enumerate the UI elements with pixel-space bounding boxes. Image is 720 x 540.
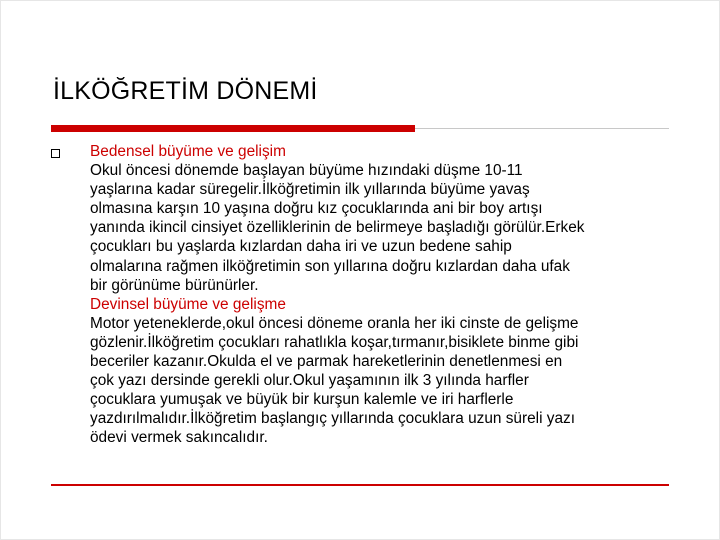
paragraph-line: çocukları bu yaşlarda kızlardan daha iri ve uzun bedene sahip xyxy=(90,238,512,256)
section-heading-motor: Devinsel büyüme ve gelişme xyxy=(90,295,286,313)
paragraph-line: ödevi vermek sakıncalıdır. xyxy=(90,429,268,447)
square-bullet-icon xyxy=(51,149,60,158)
paragraph-line: olmalarına rağmen ilköğretimin son yıllarına doğru kızlardan daha ufak xyxy=(90,257,570,275)
section-heading-physical: Bedensel büyüme ve gelişim xyxy=(90,143,286,160)
paragraph-line: yaşlarına kadar süregelir.İlköğretimin ilk yıllarında büyüme yavaş xyxy=(90,181,530,199)
paragraph-line: gözlenir.İlköğretim çocukları rahatlıkla koşar,tırmanır,bisiklete binme gibi xyxy=(90,333,579,351)
body-text xyxy=(90,142,680,448)
title-underline xyxy=(51,125,415,132)
paragraph-line: Okul öncesi dönemde başlayan büyüme hızındaki düşme 10-11 xyxy=(90,162,523,180)
paragraph-line: olmasına karşın 10 yaşına doğru kız çocuklarında ani bir boy artışı xyxy=(90,200,543,218)
paragraph-line: bir görünüme bürünürler. xyxy=(90,276,259,294)
paragraph-line: Motor yeteneklerde,okul öncesi döneme oranla her iki cinste de gelişme xyxy=(90,314,579,332)
title-underline-extension xyxy=(415,128,669,129)
paragraph-line: beceriler kazanır.Okulda el ve parmak hareketlerinin denetlenmesi en xyxy=(90,353,563,371)
paragraph-line: yazdırılmalıdır.İlköğretim başlangıç yıllarında çocuklara uzun süreli yazı xyxy=(90,410,576,428)
paragraph-line: çok yazı dersinde gerekli olur.Okul yaşamının ilk 3 yılında harfler xyxy=(90,372,529,390)
paragraph-line: yanında ikincil cinsiyet özelliklerinin de belirmeye başladığı görülür.Erkek xyxy=(90,219,585,237)
bottom-divider xyxy=(51,484,669,486)
paragraph-line: çocuklara yumuşak ve büyük bir kurşun kalemle ve iri harflerle xyxy=(90,391,514,409)
slide-title: İLKÖĞRETİM DÖNEMİ xyxy=(53,77,318,105)
